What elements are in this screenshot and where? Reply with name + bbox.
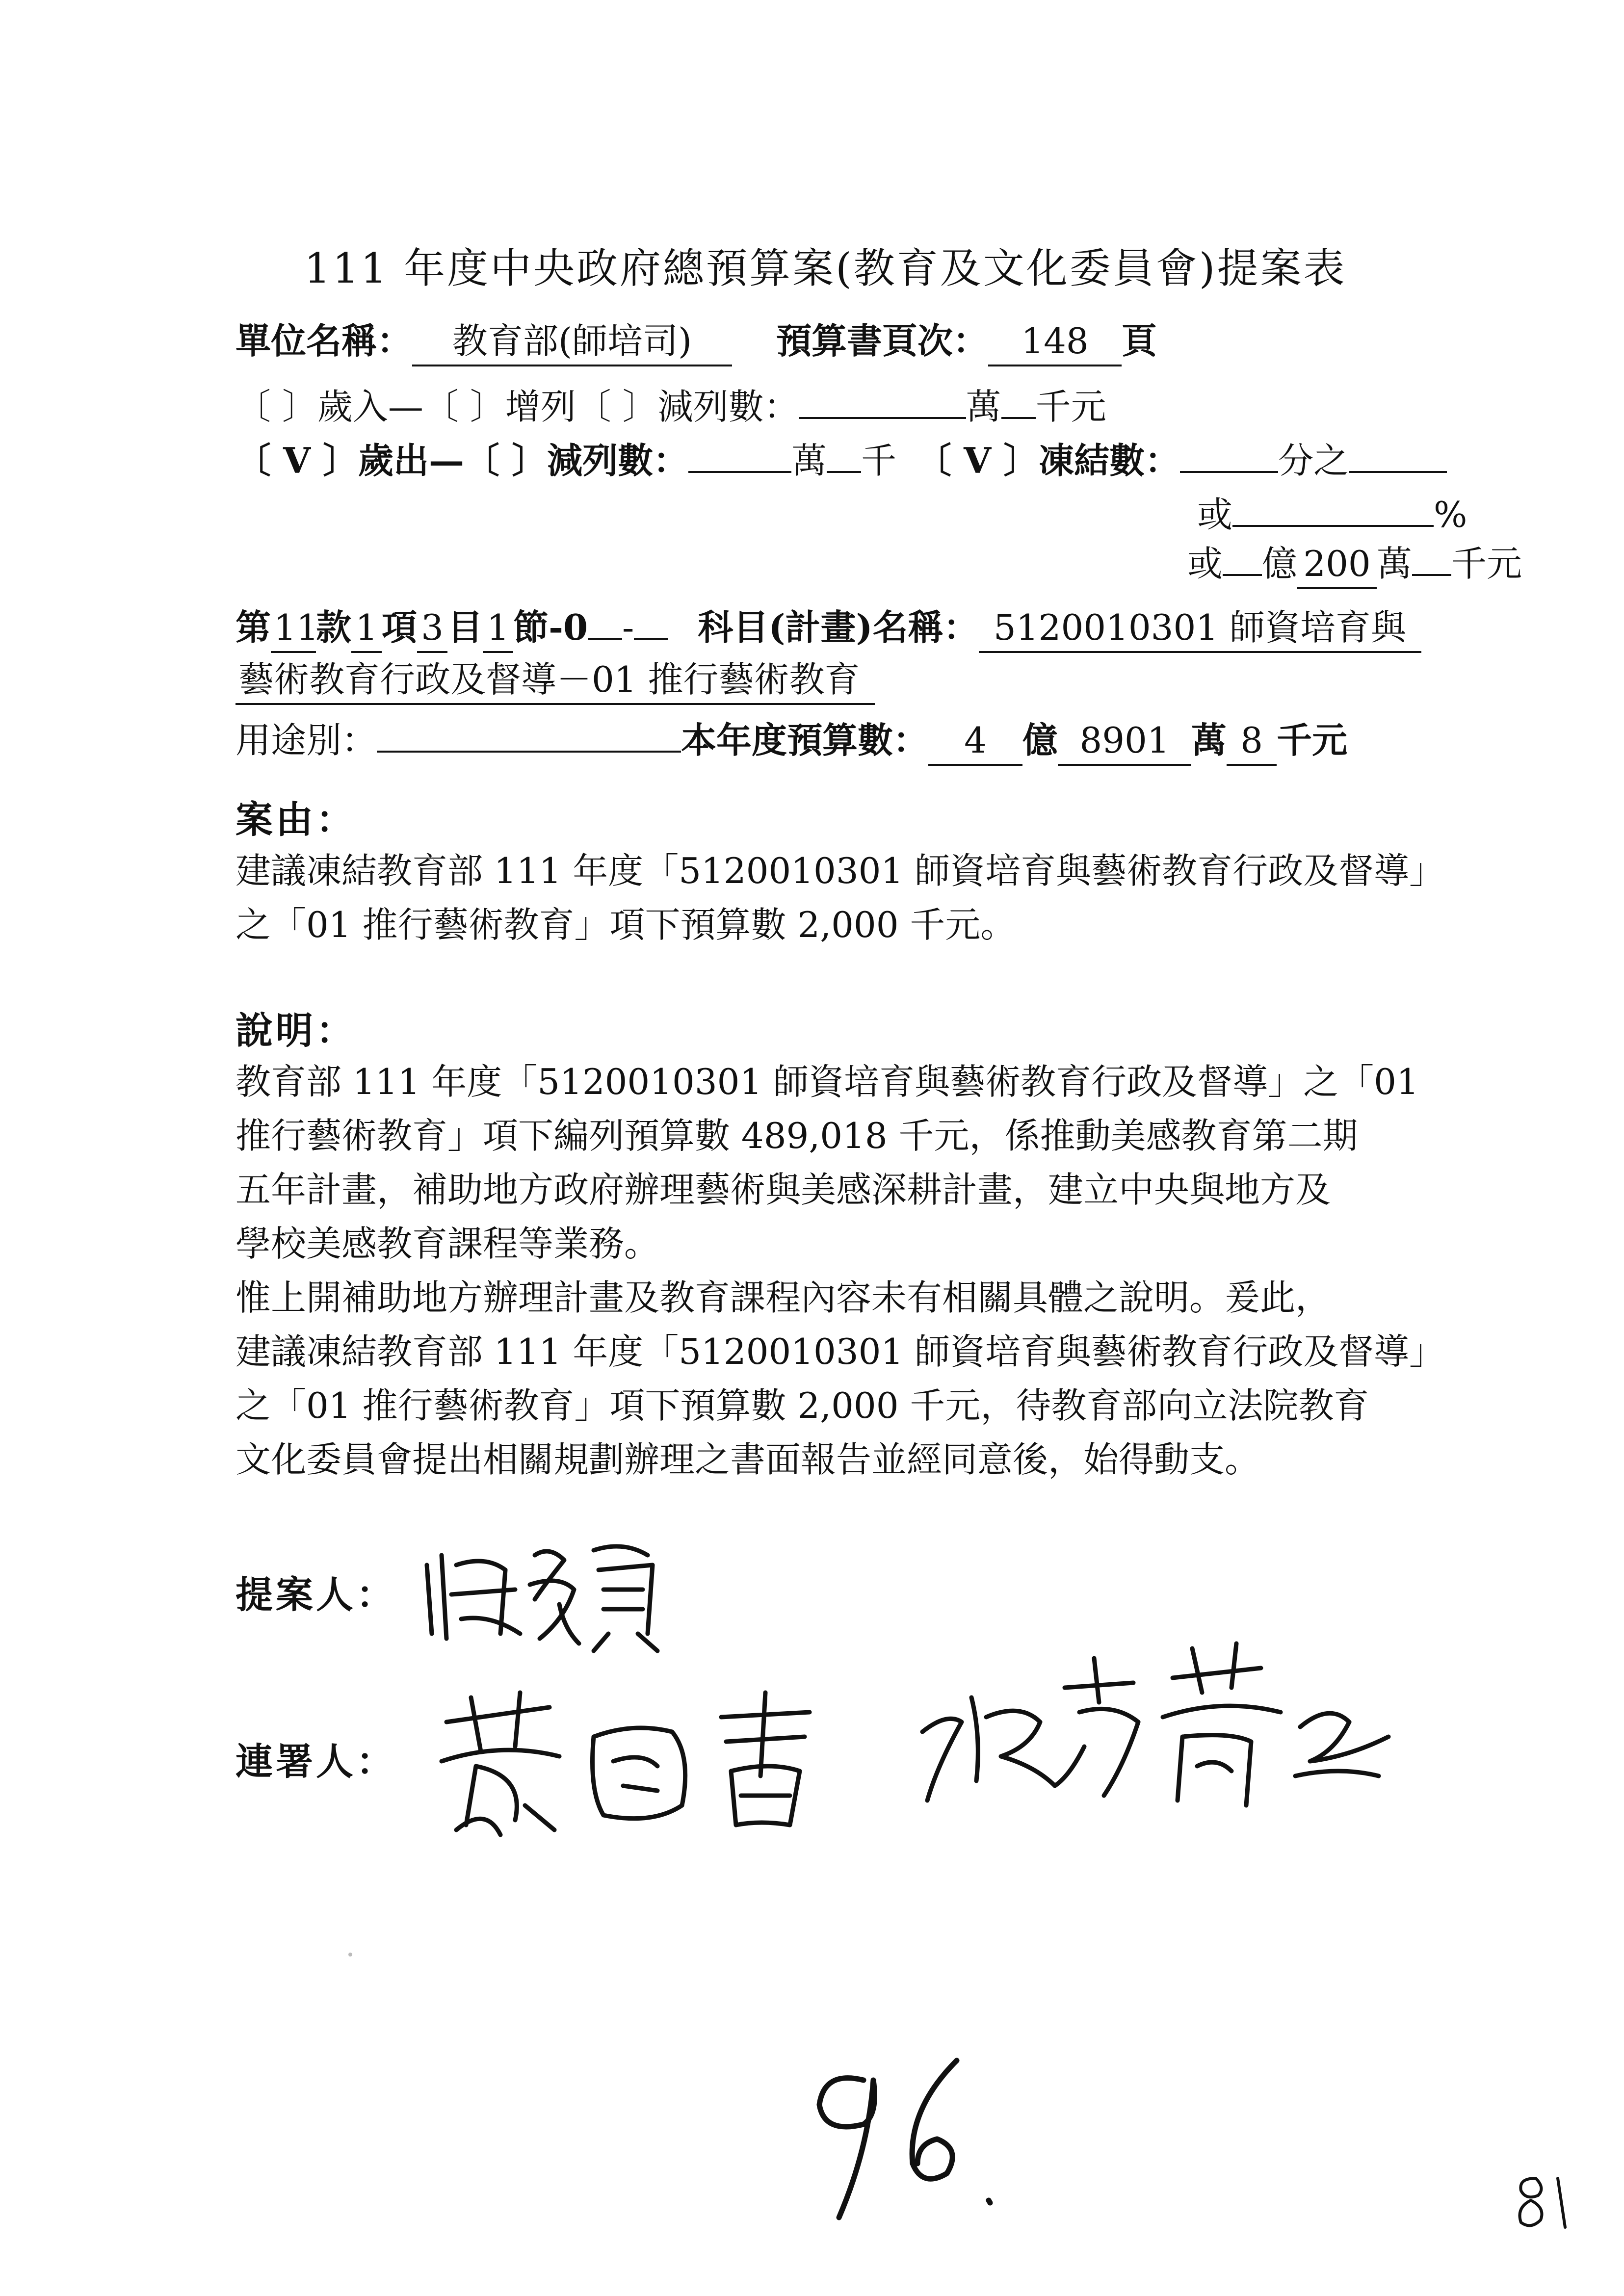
percent-sign: % bbox=[1434, 494, 1467, 535]
reason-body bbox=[236, 844, 1445, 952]
jie-label: 節-0 bbox=[513, 606, 588, 648]
jie-dash: - bbox=[622, 607, 634, 648]
corner-number-group bbox=[1511, 2168, 1575, 2237]
reason-line: 之「01 推行藝術教育」項下預算數 2,000 千元。 bbox=[236, 904, 1016, 945]
freeze-label: 〔 V 〕凍結數： bbox=[916, 440, 1180, 481]
mu-number: 3 bbox=[417, 604, 447, 653]
reason-line: 建議凍結教育部 111 年度「5120010301 師資培育與藝術教育行政及督導」 bbox=[236, 850, 1445, 891]
jie-number: 1 bbox=[483, 604, 513, 653]
subject-name-label: 科目(計畫)名稱： bbox=[698, 606, 979, 648]
fraction-label: 分之 bbox=[1278, 440, 1349, 481]
explanation-line: 教育部 111 年度「5120010301 師資培育與藝術教育行政及督導」之「01 bbox=[236, 1061, 1419, 1102]
use-label: 用途別： bbox=[236, 720, 377, 761]
subject-name-line1: 5120010301 師資培育與 bbox=[979, 604, 1421, 653]
xiang-number: 1 bbox=[351, 604, 382, 653]
freeze-numerator-blank bbox=[1349, 432, 1447, 473]
explanation-line: 惟上開補助地方辦理計畫及教育課程內容未有相關具體之說明。爰此， bbox=[236, 1277, 1331, 1318]
kuan-label: 款 bbox=[316, 606, 352, 648]
or-qian-blank bbox=[1412, 535, 1451, 576]
budget-qian-number: 8 bbox=[1227, 717, 1277, 766]
explanation-line: 文化委員會提出相關規劃辦理之書面報告並經同意後，始得動支。 bbox=[236, 1439, 1260, 1480]
explanation-body bbox=[236, 1055, 1445, 1487]
or-percent-row bbox=[1197, 486, 1467, 542]
page-label: 預算書頁次： bbox=[776, 320, 989, 362]
explanation-heading: 說明： bbox=[236, 1009, 356, 1052]
or-yi-blank bbox=[1223, 535, 1262, 576]
budget-row bbox=[236, 711, 1347, 767]
or-amount-row bbox=[1187, 535, 1522, 591]
subject-name-row2 bbox=[236, 652, 875, 706]
budget-wan: 萬 bbox=[1191, 719, 1227, 761]
kuan-number: 11 bbox=[271, 604, 316, 653]
income-wan: 萬 bbox=[966, 386, 1001, 427]
expense-row bbox=[236, 432, 1447, 488]
cosigner-label: 連署人： bbox=[236, 1740, 396, 1783]
expense-checkbox-text: 〔 V 〕歲出—〔 〕減列數： bbox=[236, 440, 689, 481]
proposer-label: 提案人： bbox=[236, 1573, 396, 1617]
reason-heading: 案由： bbox=[236, 798, 356, 841]
expense-qian-blank bbox=[827, 432, 861, 473]
use-blank bbox=[377, 711, 681, 753]
income-row bbox=[236, 378, 1106, 434]
or-qian-yuan: 千元 bbox=[1451, 543, 1522, 584]
percent-blank bbox=[1232, 486, 1434, 527]
budget-yi-number: 4 bbox=[928, 717, 1022, 766]
income-qian-yuan: 千元 bbox=[1035, 386, 1106, 427]
corner-page-number bbox=[1511, 2168, 1575, 2237]
expense-qian: 千 bbox=[861, 440, 897, 481]
freeze-denominator-blank bbox=[1180, 432, 1278, 473]
form-title: 111 年度中央政府總預算案(教育及文化委員會)提案表 bbox=[304, 244, 1347, 292]
unit-label: 單位名稱： bbox=[236, 320, 413, 362]
handwritten-page-number bbox=[795, 2051, 1001, 2227]
explanation-line: 之「01 推行藝術教育」項下預算數 2,000 千元，待教育部向立法院教育 bbox=[236, 1385, 1369, 1426]
budget-yi: 億 bbox=[1022, 719, 1058, 761]
jie-blank-1 bbox=[588, 599, 622, 640]
proposer-signature bbox=[417, 1536, 672, 1653]
page-unit: 頁 bbox=[1122, 320, 1157, 362]
cosigner-signature-2 bbox=[908, 1639, 1398, 1825]
income-qian-blank bbox=[1001, 378, 1036, 419]
or-wan: 萬 bbox=[1377, 543, 1413, 584]
budget-wan-number: 8901 bbox=[1058, 717, 1191, 766]
page-value: 148 bbox=[988, 317, 1122, 366]
explanation-line: 五年計畫，補助地方政府辦理藝術與美感深耕計畫，建立中央與地方及 bbox=[236, 1169, 1331, 1210]
income-checkbox-text: 〔 〕歲入—〔 〕增列〔 〕減列數： bbox=[236, 386, 799, 427]
or-percent-label: 或 bbox=[1197, 494, 1233, 535]
scan-speck bbox=[348, 1953, 352, 1957]
unit-value: 教育部(師培司) bbox=[412, 317, 732, 366]
handwritten-number-group bbox=[795, 2051, 1001, 2227]
di-label: 第 bbox=[236, 606, 271, 648]
account-row bbox=[236, 599, 1421, 654]
income-wan-blank bbox=[799, 378, 966, 419]
xiang-label: 項 bbox=[382, 606, 418, 648]
or-wan-value: 200 bbox=[1297, 540, 1377, 589]
subject-name-line2: 藝術教育行政及督導－01 推行藝術教育 bbox=[236, 656, 875, 705]
explanation-line: 學校美感教育課程等業務。 bbox=[236, 1223, 660, 1264]
explanation-line: 推行藝術教育」項下編列預算數 489,018 千元，係推動美感教育第二期 bbox=[236, 1115, 1358, 1156]
unit-row bbox=[236, 314, 1157, 368]
or-yi: 億 bbox=[1262, 543, 1298, 584]
expense-wan-blank bbox=[688, 432, 791, 473]
explanation-line: 建議凍結教育部 111 年度「5120010301 師資培育與藝術教育行政及督導」 bbox=[236, 1331, 1445, 1372]
cosigner-signature-1 bbox=[427, 1678, 829, 1840]
budget-qian-yuan: 千元 bbox=[1277, 719, 1348, 761]
expense-wan: 萬 bbox=[791, 440, 827, 481]
mu-label: 目 bbox=[447, 606, 483, 648]
budget-label: 本年度預算數： bbox=[681, 719, 929, 761]
or-amount-label: 或 bbox=[1187, 543, 1223, 584]
jie-blank-2 bbox=[634, 599, 668, 640]
